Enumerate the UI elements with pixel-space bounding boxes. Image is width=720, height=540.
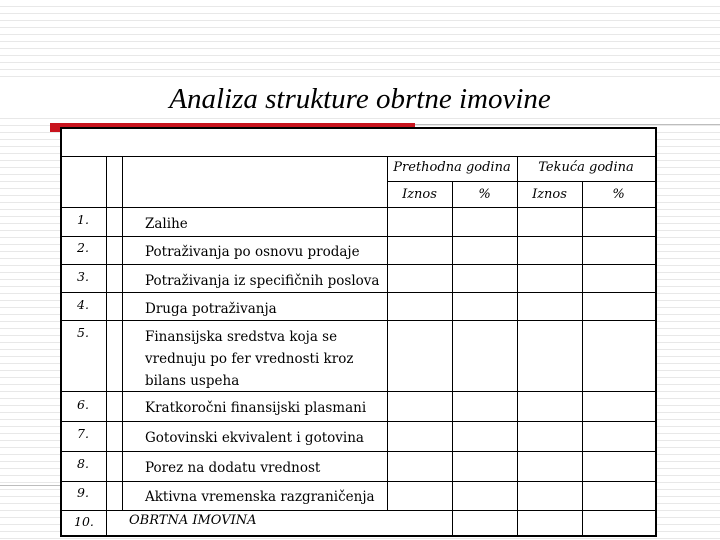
row-divider [387, 181, 655, 182]
row-number: 3. [77, 269, 89, 284]
row-label: Finansijska sredstva koja se [145, 329, 338, 345]
header-curr-percent: % [612, 187, 625, 202]
row-label: vrednuju po fer vrednosti kroz [145, 351, 354, 367]
row-label: Potraživanja iz specifičnih poslova [145, 273, 380, 289]
row-label: Aktivna vremenska razgraničenja [145, 489, 375, 505]
header-prev-percent: % [478, 187, 491, 202]
slide-title: Analiza strukture obrtne imovine [0, 82, 720, 116]
row-number: 1. [77, 212, 89, 227]
header-curr-amount: Iznos [532, 187, 567, 202]
col-divider [122, 156, 123, 510]
row-number: 4. [77, 297, 89, 312]
asset-structure-table [60, 127, 657, 537]
row-label: bilans uspeha [145, 373, 240, 389]
row-divider [62, 421, 655, 422]
col-divider [517, 156, 518, 537]
row-label: Potraživanja po osnovu prodaje [145, 244, 360, 260]
row-label: Gotovinski ekvivalent i gotovina [145, 430, 364, 446]
row-number: 5. [77, 325, 89, 340]
row-label-total: OBRTNA IMOVINA [129, 513, 257, 528]
col-divider [106, 156, 107, 537]
col-divider [582, 181, 583, 537]
row-label: Kratkoročni finansijski plasmani [145, 400, 367, 416]
row-divider [62, 264, 655, 265]
row-number: 7. [77, 426, 89, 441]
row-divider [62, 320, 655, 321]
divider-stub [0, 485, 64, 486]
row-label: Porez na dodatu vrednost [145, 460, 321, 476]
row-number: 6. [77, 397, 89, 412]
header-curr-year: Tekuća godina [538, 160, 634, 175]
row-label: Druga potraživanja [145, 301, 277, 317]
row-divider [62, 451, 655, 452]
row-number: 9. [77, 485, 89, 500]
row-divider [62, 292, 655, 293]
row-divider [62, 481, 655, 482]
row-label: Zalihe [145, 216, 188, 232]
row-number: 2. [77, 240, 89, 255]
header-prev-amount: Iznos [402, 187, 437, 202]
divider-line [415, 124, 720, 125]
row-divider [62, 156, 655, 157]
col-divider [452, 181, 453, 537]
header-prev-year: Prethodna godina [393, 160, 511, 175]
row-number: 8. [77, 456, 89, 471]
row-divider [62, 207, 655, 208]
row-divider [62, 236, 655, 237]
row-number: 10. [74, 514, 94, 529]
col-divider [387, 156, 388, 510]
